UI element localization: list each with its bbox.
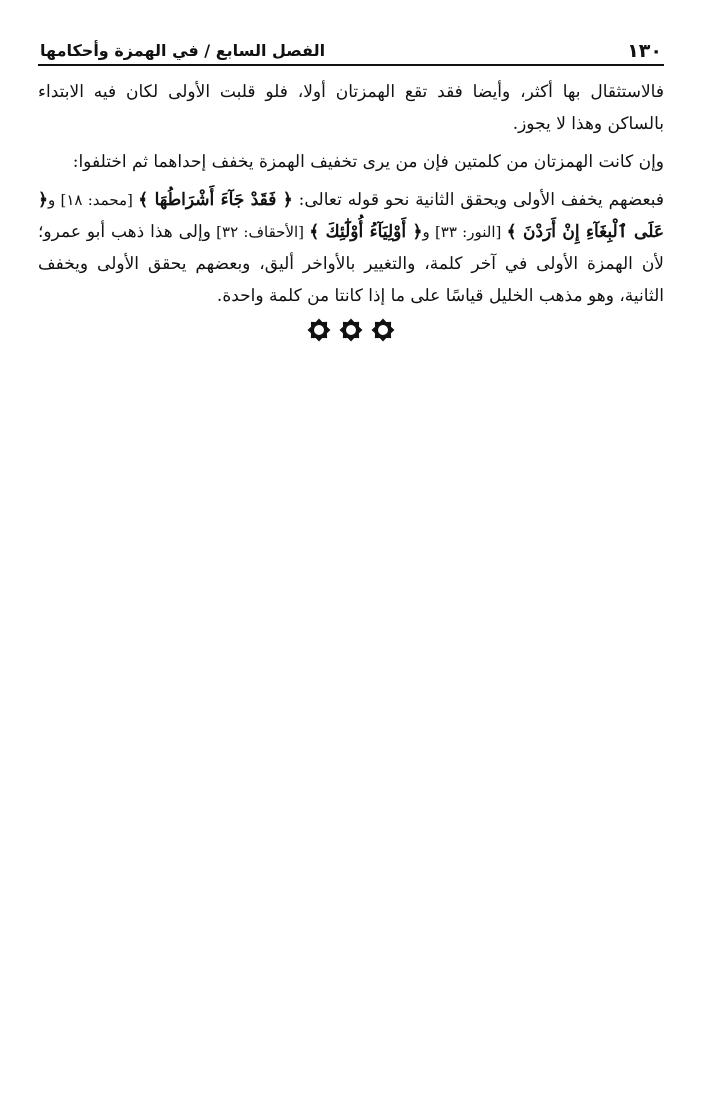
chapter-title: الفصل السابع / في الهمزة وأحكامها: [40, 41, 326, 60]
paragraph-3-rest: وإلى هذا ذهب أبو عمرو؛ لأن الهمزة الأولى في آخر كلمة، والتغيير بالأواخر أليق، وبعضهم يحقق الأولى ويخفف الثانية، وهو مذهب الخليل قياسًا على ما إذا كانتا من كلمة واحدة.: [38, 222, 664, 306]
flower-ornament-icon: [307, 318, 331, 342]
quran-verse-2: ﴿ عَلَى ٱلْبِغَآءِ إِنْ أَرَدْنَ ﴾: [38, 190, 664, 242]
verse-reference-3: [الأحقاف: ٣٢]: [210, 223, 310, 241]
flower-ornament-icon: [339, 318, 363, 342]
verse-reference-1: [محمد: ١٨] و: [47, 191, 139, 209]
verse-reference-2: [النور: ٣٣] و: [422, 223, 507, 241]
paragraph-1: فالاستثقال بها أكثر، وأيضا فقد تقع الهمزتان أولا، فلو قلبت الأولى لكان فيه الابتداء بالساكن وهذا لا يجوز.: [38, 82, 664, 134]
section-end-ornament: [38, 318, 664, 350]
running-header: [38, 36, 664, 66]
paragraph-2: وإن كانت الهمزتان من كلمتين فإن من يرى تخفيف الهمزة يخفف إحداهما ثم اختلفوا:: [72, 152, 664, 172]
quran-verse-1: ﴿ فَقَدْ جَآءَ أَشْرَاطُهَا ﴾: [138, 190, 293, 210]
page-number: ١٣٠: [627, 40, 662, 62]
paragraph-3-intro: فبعضهم يخفف الأولى ويحقق الثانية نحو قوله تعالى:: [292, 190, 664, 210]
quran-verse-3: ﴿ أَوْلِيَآءُ أُوْلَٰٓئِكَ ﴾: [309, 222, 423, 242]
paragraph-3: [38, 184, 664, 312]
body-text: [38, 76, 664, 312]
page: [38, 36, 664, 350]
flower-ornament-icon: [371, 318, 395, 342]
